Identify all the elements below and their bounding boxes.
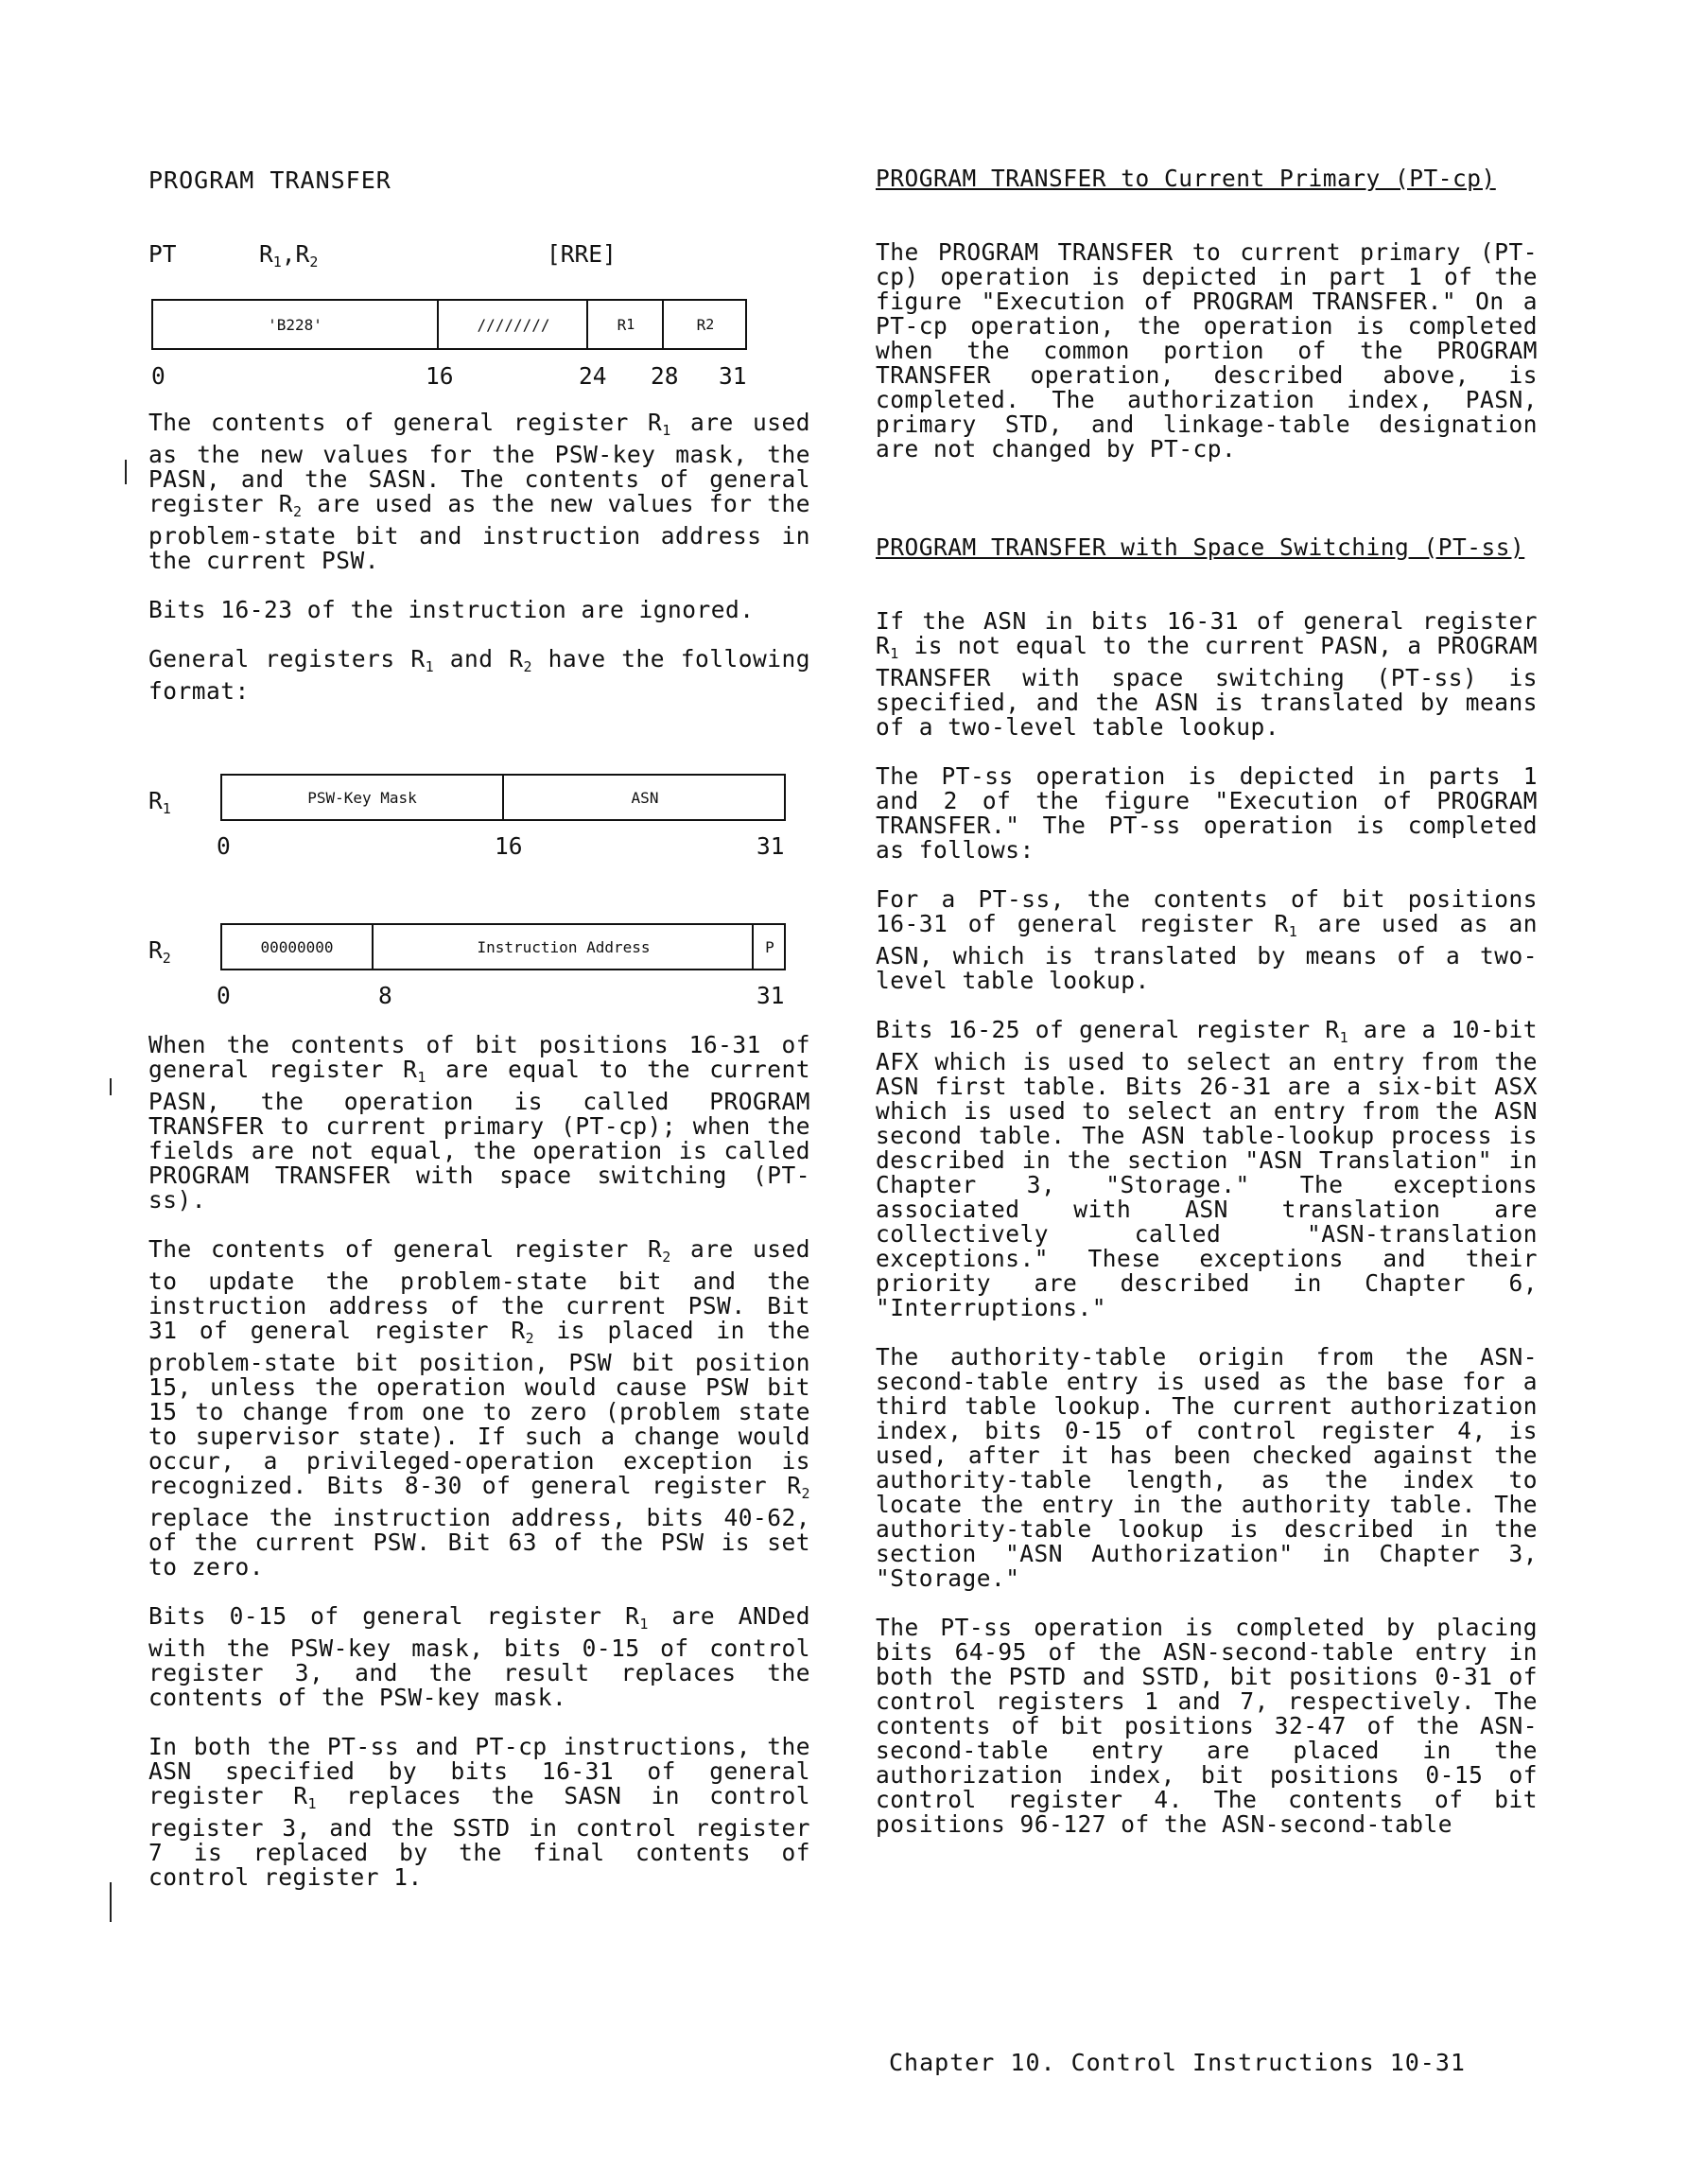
left-paragraph-4: When the contents of bit positions 16-31 of general register $R_1$ are equal to the current PASN, the operation is called PROGRAM TRANSFER to current primary (PT-cp); when the fields are not equal, the operation is called PROGRAM TRANSFER with space switching (PT-ss). (148, 1031, 810, 1214)
bit-0: 0 (151, 362, 165, 390)
right-paragraph-4: For a PT-ss, the contents of bit positions 16-31 of general register $R_1$ are used as an ASN, which is translated by means of a two-level table lookup. (876, 885, 1538, 994)
change-bar (110, 1078, 112, 1095)
right-paragraph-3: The PT-ss operation is depicted in parts 1 and 2 of the figure "Execution of PROGRAM TRANSFER." The PT-ss operation is completed as follows: (876, 762, 1538, 864)
r2-field: R 2 (662, 301, 747, 348)
right-paragraph-7: The PT-ss operation is completed by placing bits 64-95 of the ASN-second-table entry in both the PSTD and SSTD, bit positions 0-31 of control registers 1 and 7, respectively. The contents of bit positions 32-47 of the ASN-second-table entry are placed in the authorization index, bit positions 0-15 of control register 4. The contents of bit positions 96-127 of the ASN-second-table (876, 1614, 1538, 1838)
zero-bits-field: 00000000 (260, 937, 334, 956)
heading-pt-cp: PROGRAM TRANSFER to Current Primary (PT-cp) (876, 165, 1496, 192)
opcode-field: 'B228' (268, 315, 322, 334)
problem-state-bit-field: P (752, 925, 786, 969)
left-title: PROGRAM TRANSFER (148, 166, 391, 194)
left-text-block-1 (148, 411, 810, 728)
r2-bit-0: 0 (217, 982, 231, 1009)
bit-31: 31 (719, 362, 747, 390)
page-footer: Chapter 10. Control Instructions 10-31 (889, 2049, 1466, 2076)
instruction-layout-box (151, 299, 747, 350)
r2-bit-31: 31 (757, 982, 785, 1009)
change-bar (125, 460, 127, 484)
right-paragraph-5: Bits 16-25 of general register $R_1$ are a 10-bit AFX which is used to select an entry from the ASN first table. Bits 26-31 are a six-bit ASX which is used to select an entry from the ASN second table. The ASN table-lookup process is described in the section "ASN Translation" in Chapter 3, "Storage." The exceptions associated with ASN translation are collectively called "ASN-translation exceptions." These exceptions and their priority are described in Chapter 6, "Interruptions." (876, 1016, 1538, 1321)
r1-bit-31: 31 (757, 832, 785, 860)
left-paragraph-1: The contents of general register $R_1$ are used as the new values for the PSW-key mask, the PASN, and the SASN. The contents of general register $R_2$ are used as the new values for the problem-state bit and instruction address in the current PSW. (148, 409, 810, 574)
r1-field: R 1 (586, 301, 664, 348)
r2-format-box (220, 923, 786, 970)
left-paragraph-3: General registers $R_1$ and $R_2$ have the following format: (148, 645, 810, 705)
left-paragraph-7: In both the PT-ss and PT-cp instructions, the ASN specified by bits 16-31 of general register $R_1$ replaces the SASN in control register 3, and the SSTD in control register 7 is replaced by the final contents of control register 1. (148, 1733, 810, 1891)
instruction-mnemonic: PT (148, 240, 177, 268)
r1-bit-16: 16 (495, 832, 523, 860)
right-paragraph-2: If the ASN in bits 16-31 of general register $R_1$ is not equal to the current PASN, a PROGRAM TRANSFER with space switching (PT-ss) is specified, and the ASN is translated by means of a two-level table lookup. (876, 607, 1538, 741)
bit-16: 16 (426, 362, 454, 390)
right-paragraph-1: The PROGRAM TRANSFER to current primary (PT-cp) operation is depicted in part 1 of the figure "Execution of PROGRAM TRANSFER." On a PT-cp operation, the operation is completed when the common portion of the PROGRAM TRANSFER operation, described above, is completed. The authorization index, PASN, primary STD, and linkage-table designation are not changed by PT-cp. (876, 238, 1538, 463)
heading-pt-ss: PROGRAM TRANSFER with Space Switching (PT-ss) (876, 533, 1525, 561)
asn-field: ASN (502, 776, 786, 819)
r1-format-box (220, 774, 786, 821)
bit-24: 24 (579, 362, 607, 390)
left-text-block-2 (148, 1033, 810, 1914)
left-paragraph-6: Bits 0-15 of general register $R_1$ are ANDed with the PSW-key mask, bits 0-15 of control register 3, and the result replaces the contents of the PSW-key mask. (148, 1602, 810, 1711)
ignored-field: //////// (437, 301, 588, 348)
left-paragraph-2: Bits 16-23 of the instruction are ignored. (148, 596, 755, 623)
r2-label: $R_2$ (148, 936, 171, 967)
left-paragraph-5: The contents of general register $R_2$ are used to update the problem-state bit and the instruction address of the current PSW. Bit 31 of general register $R_2$ is placed in the problem-state bit position, PSW bit position 15, unless the operation would cause PSW bit 15 to change from one to zero (problem state to supervisor state). If such a change would occur, a privileged-operation exception is recognized. Bits 8-30 of general register $R_2$ replace the instruction address, bits 40-62, of the current PSW. Bit 63 of the PSW is set to zero. (148, 1235, 810, 1581)
instruction-format: [RRE] (547, 240, 617, 268)
change-bar (110, 1882, 112, 1922)
psw-key-mask-field: PSW-Key Mask (307, 788, 417, 807)
instruction-operands: $R_1,R_2$ (259, 240, 319, 271)
r1-bit-0: 0 (217, 832, 231, 860)
instruction-address-field: Instruction Address (372, 925, 754, 969)
r2-bit-8: 8 (378, 982, 392, 1009)
bit-28: 28 (651, 362, 679, 390)
r1-label: $R_1$ (148, 787, 171, 817)
right-paragraph-6: The authority-table origin from the ASN-second-table entry is used as the base for a third table lookup. The current authorization index, bits 0-15 of control register 4, is used, after it has been checked against the authority-table length, as the index to locate the entry in the authority table. The authority-table lookup is described in the section "ASN Authorization" in Chapter 3, "Storage." (876, 1343, 1538, 1592)
right-column (876, 166, 1538, 1861)
